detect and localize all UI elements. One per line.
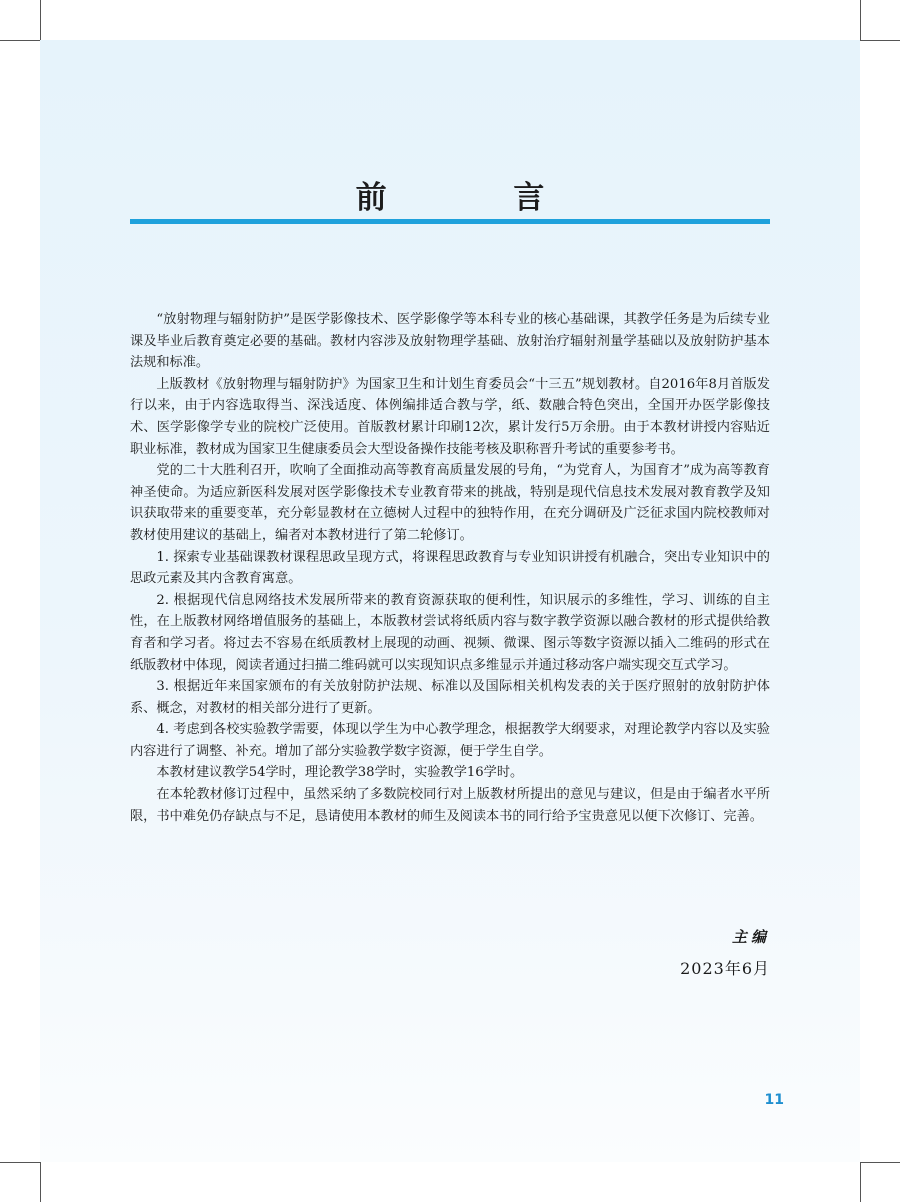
- paragraph: 在本轮教材修订过程中，虽然采纳了多数院校同行对上版教材所提出的意见与建议，但是由于编者水平所限，书中难免仍存缺点与不足，恳请使用本教材的师生及阅读本书的同行给予宝贵意见以便下次修订、完善。: [130, 787, 770, 824]
- crop-mark: [0, 1162, 40, 1163]
- crop-mark: [860, 1162, 861, 1202]
- paragraph: 1. 探索专业基础课教材课程思政呈现方式，将课程思政教育与专业知识讲授有机融合，突出专业知识中的思政元素及其内含教育寓意。: [130, 549, 770, 587]
- paragraph: “放射物理与辐射防护”是医学影像技术、医学影像学等本科专业的核心基础课，其教学任务是为后续专业课及毕业后教育奠定必要的基础。教材内容涉及放射物理学基础、放射治疗辐射剂量学基础以及放射防护基本法规和标准。: [130, 312, 770, 371]
- preface-date: 2023年6月: [680, 959, 770, 978]
- paragraph: 党的二十大胜利召开，吹响了全面推动高等教育高质量发展的号角，“为党育人，为国育才”成为高等教育神圣使命。为适应新医科发展对医学影像技术专业教育带来的挑战，特别是现代信息技术发展对教育教学及知识获取带来的重要变革，充分彰显教材在立德树人过程中的独特作用，在充分调研及广泛征求国内院校教师对教材使用建议的基础上，编者对本教材进行了第二轮修订。: [130, 463, 770, 543]
- page-number: 11: [764, 1092, 784, 1108]
- crop-mark: [860, 0, 861, 40]
- paragraph: 本教材建议教学54学时，理论教学38学时，实验教学16学时。: [156, 765, 524, 781]
- title-underline: [130, 219, 770, 224]
- page-title: 前 言: [355, 180, 603, 216]
- editor-signature: 主编: [731, 928, 770, 946]
- preface-body: [130, 309, 770, 827]
- crop-mark: [860, 40, 900, 41]
- paragraph: 4. 考虑到各校实验教学需要，体现以学生为中心教学理念，根据教学大纲要求，对理论教学内容以及实验内容进行了调整、补充。增加了部分实验教学数字资源，便于学生自学。: [130, 722, 770, 759]
- crop-mark: [40, 1162, 41, 1202]
- crop-mark: [860, 1162, 900, 1163]
- crop-mark: [0, 40, 40, 41]
- paragraph: 2. 根据现代信息网络技术发展所带来的教育资源获取的便利性，知识展示的多维性，学习、训练的自主性，在上版教材网络增值服务的基础上，本版教材尝试将纸质内容与数字教学资源以融合教材的形式提供给教育者和学习者。将过去不容易在纸质教材上展现的动画、视频、微课、图示等数字资源以插入二维码的形式在纸版教材中体现，阅读者通过扫描二维码就可以实现知识点多维显示并通过移动客户端实现交互式学习。: [130, 592, 770, 673]
- crop-mark: [40, 0, 41, 40]
- paragraph: 上版教材《放射物理与辐射防护》为国家卫生和计划生育委员会“十三五”规划教材。自2016年8月首版发行以来，由于内容选取得当、深浅适度、体例编排适合教与学，纸、数融合特色突出，全国开办医学影像技术、医学影像学专业的院校广泛使用。首版教材累计印刷12次，累计发行5万余册。由于本教材讲授内容贴近职业标准，教材成为国家卫生健康委员会大型设备操作技能考核及职称晋升考试的重要参考书。: [130, 376, 770, 457]
- paragraph: 3. 根据近年来国家颁布的有关放射防护法规、标准以及国际相关机构发表的关于医疗照射的放射防护体系、概念，对教材的相关部分进行了更新。: [130, 679, 770, 716]
